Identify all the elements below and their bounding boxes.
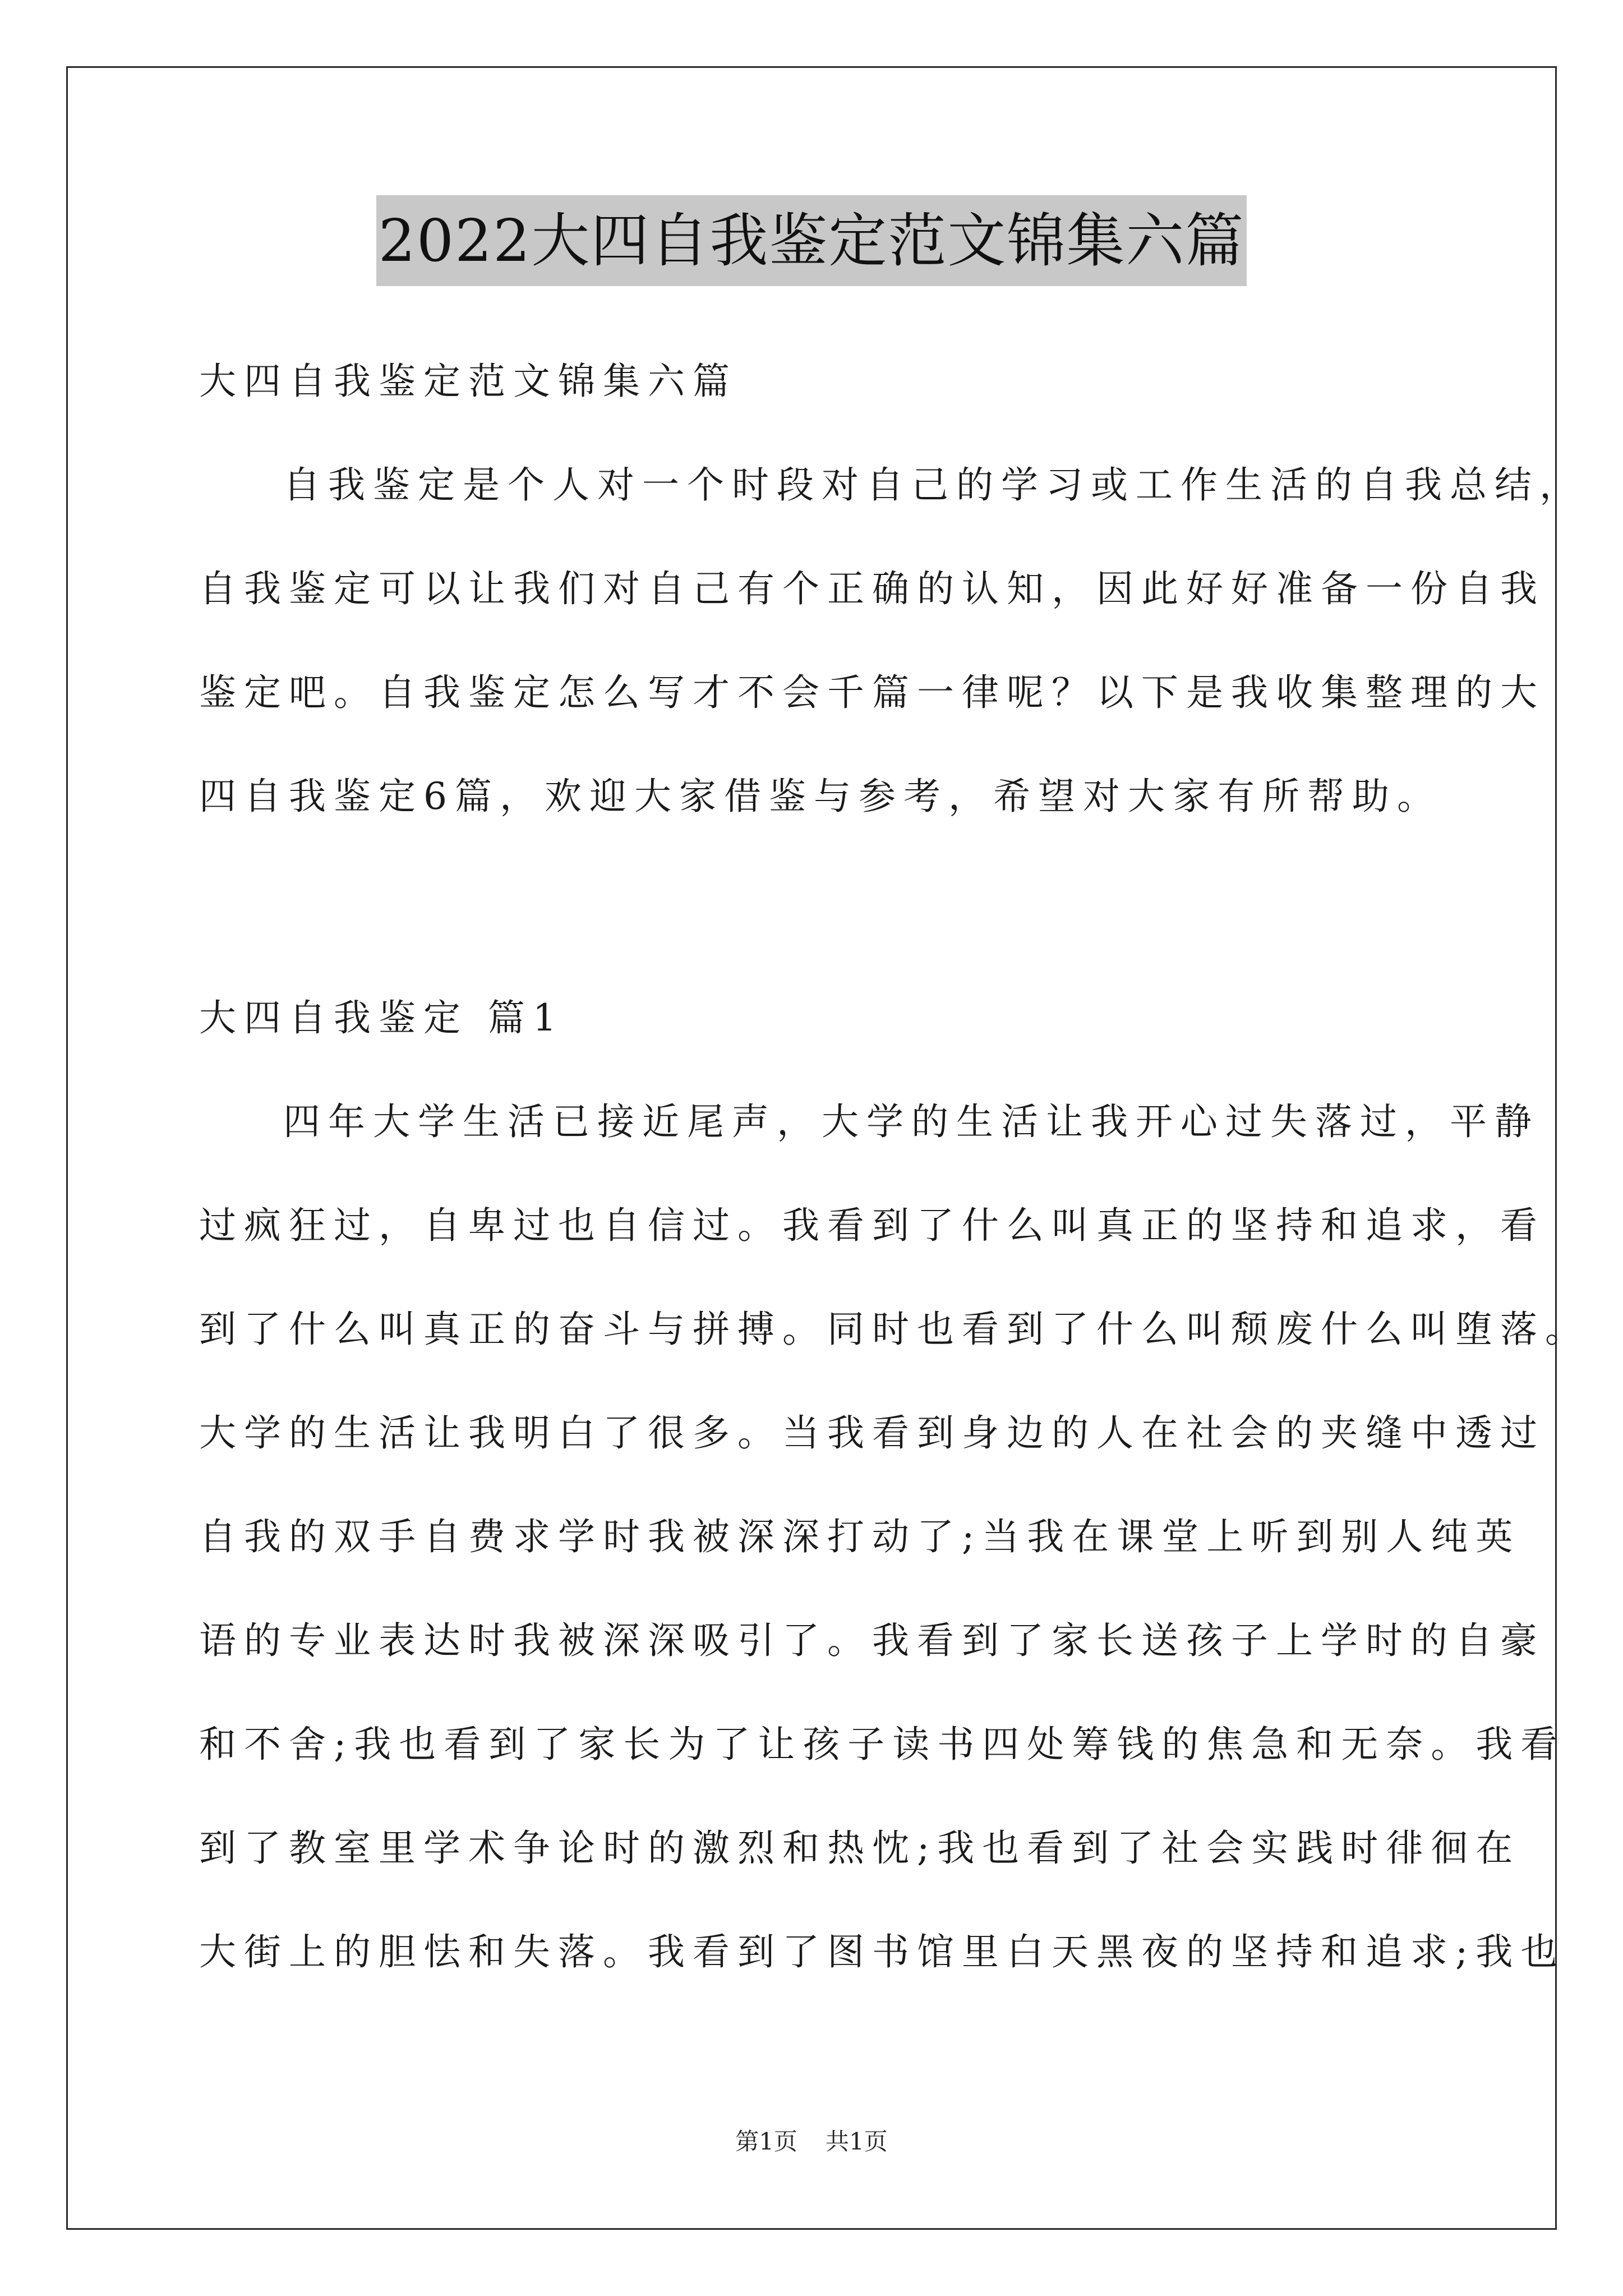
section-heading: 大四自我鉴定 篇1 [199,996,564,1039]
body-line: 四年大学生活已接近尾声，大学的生活让我开心过失落过，平静 [283,1100,1539,1143]
intro-line: 自我鉴定是个人对一个时段对自己的学习或工作生活的自我总结， [283,463,1584,507]
intro-line: 鉴定吧。自我鉴定怎么写才不会千篇一律呢？以下是我收集整理的大 [199,671,1545,714]
body-line: 到了什么叫真正的奋斗与拼搏。同时也看到了什么叫颓废什么叫堕落。 [199,1308,1590,1351]
document-title: 2022大四自我鉴定范文锦集六篇 [376,195,1247,286]
title-container [0,195,1623,286]
body-line: 大街上的胆怯和失落。我看到了图书馆里白天黑夜的坚持和追求;我也 [199,1930,1566,1973]
page-footer [0,2125,1623,2159]
intro-line: 自我鉴定可以让我们对自己有个正确的认知，因此好好准备一份自我 [199,567,1545,610]
page-number-total: 共1页 [826,2128,888,2155]
body-line: 和不舍;我也看到了家长为了让孩子读书四处筹钱的焦急和无奈。我看 [199,1723,1566,1766]
document-subtitle: 大四自我鉴定范文锦集六篇 [199,360,737,403]
body-line: 到了教室里学术争论时的激烈和热忱;我也看到了社会实践时徘徊在 [199,1826,1521,1870]
body-line: 自我的双手自费求学时我被深深打动了;当我在课堂上听到别人纯英 [199,1515,1521,1558]
body-line: 过疯狂过，自卑过也自信过。我看到了什么叫真正的坚持和追求，看 [199,1204,1545,1247]
body-line: 大学的生活让我明白了很多。当我看到身边的人在社会的夹缝中透过 [199,1411,1545,1455]
page-number-current: 第1页 [735,2128,797,2155]
intro-line: 四自我鉴定6篇，欢迎大家借鉴与参考，希望对大家有所帮助。 [199,775,1442,818]
body-line: 语的专业表达时我被深深吸引了。我看到了家长送孩子上学时的自豪 [199,1619,1545,1662]
